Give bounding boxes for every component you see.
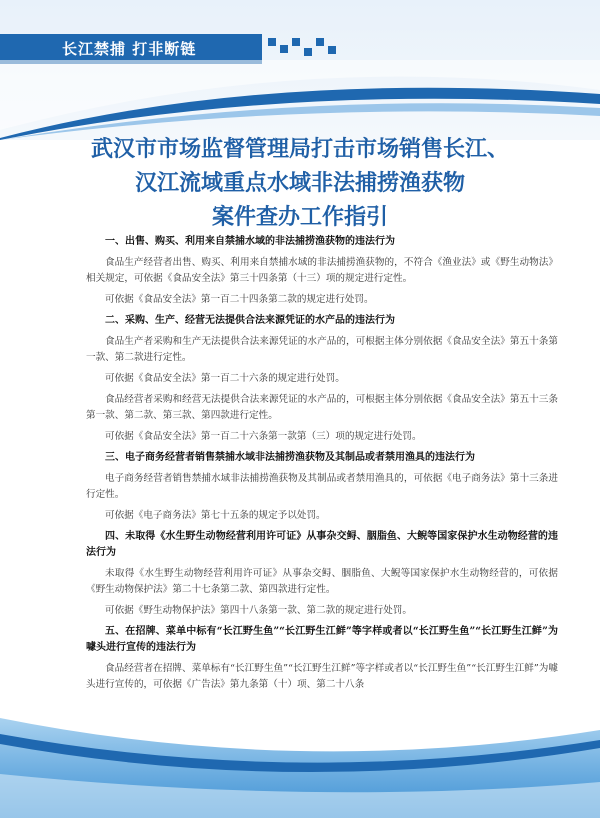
title-line: 汉江流域重点水域非法捕捞渔获物 xyxy=(134,170,465,196)
document-body xyxy=(86,234,558,698)
body-paragraph: 食品经营者采购和经营无法提供合法来源凭证的水产品的，可根据主体分别依据《食品安全法》第五十三条第一款、第二款、第三款、第四款进行定性。 xyxy=(86,394,558,421)
body-paragraph: 食品生产者采购和生产无法提供合法来源凭证的水产品的，可根据主体分别依据《食品安全法》第五十条第一款、第二款进行定性。 xyxy=(86,336,558,363)
body-paragraph: 可依据《食品安全法》第一百二十六条的规定进行处罚。 xyxy=(105,373,345,384)
decorative-squares xyxy=(266,36,346,62)
title-line: 案件查办工作指引 xyxy=(211,204,388,230)
section-heading: 一、出售、购买、利用来自禁捕水域的非法捕捞渔获物的违法行为 xyxy=(105,236,395,247)
body-paragraph: 可依据《食品安全法》第一百二十六条第一款第（三）项的规定进行处罚。 xyxy=(105,431,422,442)
body-paragraph: 可依据《食品安全法》第一百二十四条第二款的规定进行处罚。 xyxy=(105,294,374,305)
body-paragraph: 电子商务经营者销售禁捕水域非法捕捞渔获物及其制品或者禁用渔具的，可依据《电子商务法》第十三条进行定性。 xyxy=(86,473,558,500)
footer-wave xyxy=(0,678,600,818)
body-paragraph: 食品生产经营者出售、购买、利用来自禁捕水域的非法捕捞渔获物的，不符合《渔业法》或《野生动物法》相关规定，可依据《食品安全法》第三十四条第（十三）项的规定进行定性。 xyxy=(86,257,558,284)
header-swoosh xyxy=(0,60,600,140)
section-banner: 长江禁捕 打非断链 xyxy=(0,34,262,64)
section-heading: 二、采购、生产、经营无法提供合法来源凭证的水产品的违法行为 xyxy=(105,315,395,326)
body-paragraph: 可依据《电子商务法》第七十五条的规定予以处罚。 xyxy=(105,510,326,521)
document-title xyxy=(0,132,600,234)
title-line: 武汉市市场监督管理局打击市场销售长江、 xyxy=(90,136,509,162)
body-paragraph: 可依据《野生动物保护法》第四十八条第一款、第二款的规定进行处罚。 xyxy=(105,605,412,616)
section-heading: 三、电子商务经营者销售禁捕水域非法捕捞渔获物及其制品或者禁用渔具的违法行为 xyxy=(105,452,475,463)
body-paragraph: 食品经营者在招牌、菜单标有“长江野生鱼”“长江野生江鲜”等字样或者以“长江野生鱼”“长江野生江鲜”为噱头进行宣传的，可依据《广告法》第九条第（十）项、第二十八条 xyxy=(86,663,558,690)
section-heading: 五、在招牌、菜单中标有“长江野生鱼”“长江野生江鲜”等字样或者以“长江野生鱼”“长江野生江鲜”为噱头进行宣传的违法行为 xyxy=(86,626,558,653)
section-heading: 四、未取得《水生野生动物经营利用许可证》从事杂交鲟、胭脂鱼、大鲵等国家保护水生动物经营的违法行为 xyxy=(86,531,558,558)
body-paragraph: 未取得《水生野生动物经营利用许可证》从事杂交鲟、胭脂鱼、大鲵等国家保护水生动物经营的，可依据《野生动物保护法》第二十七条第二款、第四款进行定性。 xyxy=(86,568,558,595)
